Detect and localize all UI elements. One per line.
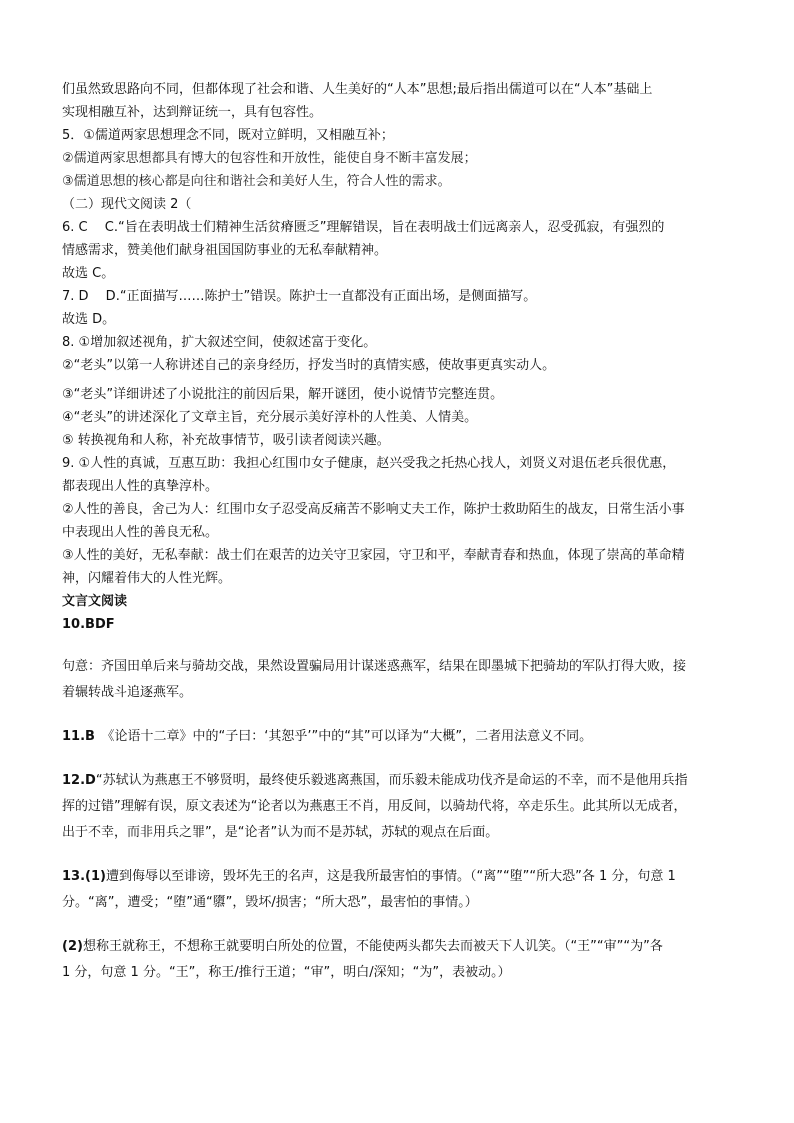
answer-8-line: 8. ①增加叙述视角，扩大叙述空间，使叙述富于变化。	[62, 335, 377, 350]
answer-text: “苏轼认为燕惠王不够贤明，最终使乐毅逃离燕国，而乐毅未能成功伐齐是命运的不幸，而不是他用兵指	[95, 773, 688, 788]
text-line: 分。“离”，遭受；“堕”通“隳”，毁坏/损害；“所大恐”，最害怕的事情。）	[62, 895, 478, 910]
text-line: ②人性的善良，舍己为人：红围巾女子忍受高反痛苦不影响丈夫工作，陈护士救助陌生的战友，日常生活小事	[62, 502, 685, 517]
text-line: ③人性的美好，无私奉献：战士们在艰苦的边关守卫家园，守卫和平，奉献青春和热血，体现了崇高的革命精	[62, 548, 685, 563]
text-line: 故选 C。	[62, 266, 115, 281]
answer-5-line: 5．①儒道两家思想理念不同，既对立鲜明，又相融互补；	[62, 128, 394, 143]
text-line: 着辗转战斗追逐燕军。	[62, 685, 193, 700]
answer-13-2-line	[62, 934, 734, 960]
answer-7-line: 7. D D.“正面描写……陈护士”错误。陈护士一直都没有正面出场，是侧面描写。	[62, 289, 537, 304]
text-line: 句意：齐国田单后来与骑劫交战，果然设置骗局用计谋迷惑燕军，结果在即墨城下把骑劫的军队打得大败，接	[62, 659, 687, 674]
answer-13-line	[62, 864, 734, 890]
answer-10-line: 10.BDF	[62, 617, 115, 632]
answer-12-line	[62, 768, 734, 794]
answer-9-line: 9. ①人性的真诚，互惠互助：我担心红围巾女子健康，赵兴受我之托热心找人，刘贤义对退伍老兵很优惠，	[62, 456, 676, 471]
answer-11-line	[62, 724, 734, 750]
answer-text: 遭到侮辱以至诽谤，毁坏先王的名声，这是我所最害怕的事情。（“离”“堕”“所大恐”各 1 分，句意 1	[105, 869, 676, 884]
text-line: ②“老头”以第一人称讲述自己的亲身经历，抒发当时的真情实感，使故事更真实动人。	[62, 358, 556, 373]
answer-document	[62, 78, 734, 986]
text-line: ⑤ 转换视角和人称，补充故事情节，吸引读者阅读兴趣。	[62, 433, 390, 448]
answer-number: 11.B	[62, 729, 95, 744]
text-line: 1 分，句意 1 分。“王”，称王/推行王道；“审”，明白/深知；“为”，表被动。）	[62, 965, 511, 980]
text-line: ③“老头”详细讲述了小说批注的前因后果，解开谜团，使小说情节完整连贯。	[62, 387, 504, 402]
answer-number: 13.(1)	[62, 869, 106, 884]
text-line: 都表现出人性的真挚淳朴。	[62, 479, 219, 494]
answer-number: 12.D	[62, 773, 96, 788]
text-line: 实现相融互补，达到辩证统一，具有包容性。	[62, 105, 323, 120]
text-line: 出于不幸，而非用兵之罪”，是“论者”认为而不是苏轼，苏轼的观点在后面。	[62, 825, 499, 840]
text-line: ④“老头”的讲述深化了文章主旨，充分展示美好淳朴的人性美、人情美。	[62, 410, 478, 425]
text-line: 情感需求，赞美他们献身祖国国防事业的无私奉献精神。	[62, 243, 388, 258]
section-heading: 文言文阅读	[62, 594, 128, 609]
text-line: 中表现出人性的善良无私。	[62, 525, 219, 540]
text-line: 们虽然致思路向不同，但都体现了社会和谐、人生美好的“人本”思想;最后指出儒道可以在“人本”基础上	[62, 82, 653, 97]
answer-number: (2)	[62, 939, 83, 954]
section-heading: （二）现代文阅读 2（	[62, 197, 192, 212]
answer-text: 想称王就称王，不想称王就要明白所处的位置，不能使两头都失去而被天下人讥笑。（“王”“审”“为”各	[82, 939, 663, 954]
answer-6-line: 6. C C.“旨在表明战士们精神生活贫瘠匮乏”理解错误，旨在表明战士们远离亲人，忍受孤寂，有强烈的	[62, 220, 665, 235]
text-line: 神，闪耀着伟大的人性光辉。	[62, 571, 232, 586]
text-line: ②儒道两家思想都具有博大的包容性和开放性，能使自身不断丰富发展；	[62, 151, 477, 166]
text-line: 挥的过错”理解有误，原文表述为“论者以为燕惠王不肖，用反间，以骑劫代将，卒走乐生。此其所以无成者，	[62, 799, 687, 814]
text-line: 故选 D。	[62, 312, 116, 327]
answer-text: 《论语十二章》中的“子曰：‘其恕乎’”中的“其”可以译为“大概”，二者用法意义不同。	[94, 729, 593, 744]
text-line: ③儒道思想的核心都是向往和谐社会和美好人生，符合人性的需求。	[62, 174, 451, 189]
